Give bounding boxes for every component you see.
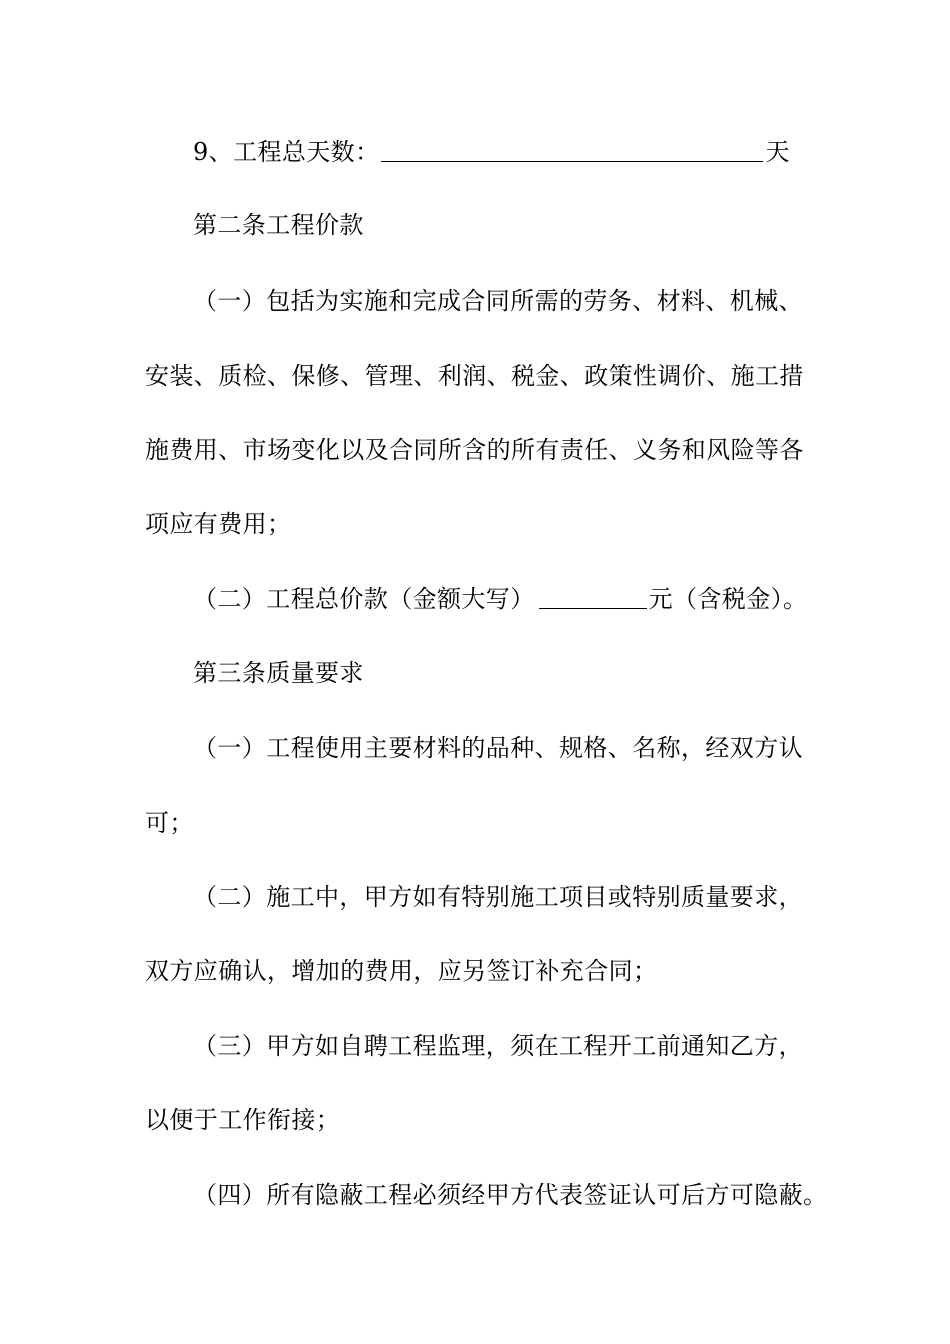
article2-heading: 第二条工程价款	[193, 211, 364, 239]
item9-line	[193, 136, 858, 168]
article2-para1-line3: 施费用、市场变化以及合同所含的所有责任、义务和风险等各	[145, 436, 804, 464]
item9-label: 9、工程总天数：	[193, 138, 380, 166]
article2-para2-prefix: （二）工程总价款（金额大写）	[193, 585, 535, 613]
days-blank-field	[381, 137, 763, 162]
article3-heading: 第三条质量要求	[193, 659, 364, 687]
article2-para2-suffix: 元（含税金）。	[648, 585, 808, 613]
article3-para4-line1: （四）所有隐蔽工程必须经甲方代表签证认可后方可隐蔽。	[193, 1181, 828, 1209]
article3-para3-line2: 以便于工作衔接；	[145, 1106, 341, 1134]
article2-para1-line1: （一）包括为实施和完成合同所需的劳务、材料、机械、	[193, 287, 803, 315]
article2-para1-line2: 安装、质检、保修、管理、利润、税金、政策性调价、施工措	[145, 362, 804, 390]
article2-para1-line4: 项应有费用；	[145, 510, 292, 538]
article2-para2-line	[193, 583, 858, 615]
article3-para2-line2: 双方应确认，增加的费用，应另签订补充合同；	[145, 957, 658, 985]
article3-para3-line1: （三）甲方如自聘工程监理，须在工程开工前通知乙方，	[193, 1032, 803, 1060]
article3-para2-line1: （二）施工中，甲方如有特别施工项目或特别质量要求，	[193, 883, 803, 911]
article3-para1-line1: （一）工程使用主要材料的品种、规格、名称，经双方认	[193, 734, 803, 762]
article3-para1-line2: 可；	[145, 809, 194, 837]
amount-blank-field	[539, 584, 647, 609]
item9-unit: 天	[765, 138, 790, 166]
